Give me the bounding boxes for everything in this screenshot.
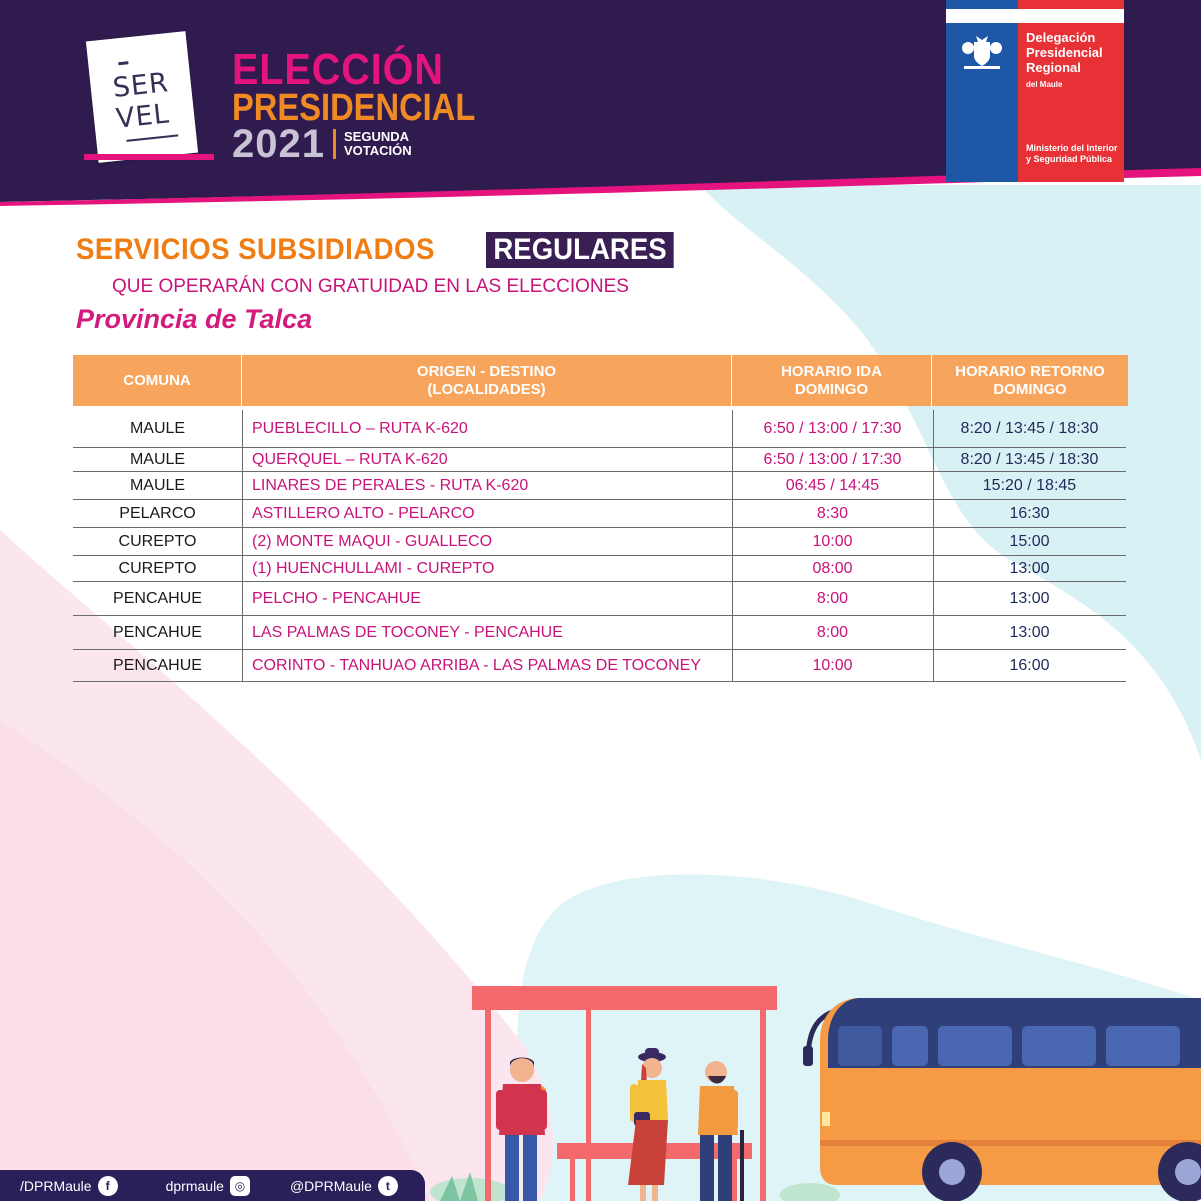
election-round: SEGUNDA VOTACIÓN [343, 129, 412, 158]
bus-wheel-hub [1175, 1159, 1201, 1185]
logo-bar [84, 154, 214, 160]
gov-ministry: Ministerio del Interior y Seguridad Pública [1026, 143, 1118, 164]
cell-ida: 6:50 / 13:00 / 17:30 [763, 450, 902, 468]
cell-comuna: MAULE [129, 450, 186, 468]
header-origen-label: ORIGEN - DESTINO (LOCALIDADES) [416, 362, 557, 398]
instagram-link[interactable] [166, 1176, 250, 1196]
election-year: 2021 [232, 122, 325, 166]
cell-retorno: 16:00 [1009, 656, 1050, 674]
cell-ida: 06:45 / 14:45 [785, 476, 880, 494]
column-divider [242, 410, 243, 682]
cell-origen: LAS PALMAS DE TOCONEY - PENCAHUE [252, 623, 563, 641]
cell-retorno: 13:00 [1009, 623, 1050, 641]
bus-window [892, 1026, 928, 1066]
cell-retorno: 13:00 [1009, 559, 1050, 577]
facebook-icon: f [98, 1176, 118, 1196]
heading-part-1: SERVICIOS SUBSIDIADOS [76, 233, 435, 266]
cell-ida: 08:00 [812, 559, 853, 577]
ballot-card [86, 31, 198, 163]
twitter-handle: @DPRMaule [289, 1177, 372, 1194]
shelter-post [485, 1010, 491, 1201]
person-legs [523, 1135, 537, 1201]
column-divider [732, 410, 733, 682]
cell-retorno: 16:30 [1009, 504, 1050, 522]
instagram-handle: dprmaule [165, 1177, 224, 1194]
cell-origen: PELCHO - PENCAHUE [252, 589, 421, 607]
cell-ida: 10:00 [812, 656, 853, 674]
cell-comuna: CUREPTO [118, 559, 197, 577]
heading-part-2: REGULARES [486, 232, 674, 268]
instagram-icon: ◎ [230, 1176, 250, 1196]
cell-origen: PUEBLECILLO – RUTA K-620 [252, 419, 468, 437]
person-legs [700, 1135, 714, 1201]
person-head [510, 1058, 534, 1082]
bus-light [822, 1112, 830, 1126]
province-title: Provincia de Talca [76, 304, 313, 334]
person-arm [538, 1090, 547, 1130]
shelter-post [586, 1010, 591, 1201]
twitter-link[interactable] [290, 1176, 398, 1196]
person-arm [730, 1090, 738, 1130]
subheading: QUE OPERARÁN CON GRATUIDAD EN LAS ELECCIONES [112, 276, 629, 297]
bench-leg [732, 1159, 737, 1201]
cell-ida: 6:50 / 13:00 / 17:30 [763, 419, 902, 437]
cell-origen: LINARES DE PERALES - RUTA K-620 [252, 476, 529, 494]
government-logo [946, 0, 1124, 182]
facebook-handle: /DPRMaule [20, 1177, 92, 1194]
table-row [73, 528, 1126, 556]
election-line-1: ELECCIÓN [232, 45, 444, 94]
bus-stripe [820, 1140, 1201, 1146]
bus-window [838, 1026, 882, 1066]
cell-comuna: PELARCO [119, 504, 196, 522]
shelter-roof [472, 986, 777, 1010]
cell-retorno: 13:00 [1009, 589, 1050, 607]
cell-ida: 8:00 [816, 623, 849, 641]
table-row [73, 410, 1126, 448]
table-row [73, 448, 1126, 472]
bus-wheel-hub [939, 1159, 965, 1185]
cell-retorno: 15:20 / 18:45 [982, 476, 1077, 494]
servel-logo-text: SER VEL [111, 67, 172, 135]
table-row [73, 556, 1126, 582]
cell-origen: CORINTO - TANHUAO ARRIBA - LAS PALMAS DE TOCONEY [252, 656, 701, 674]
table-header [73, 355, 1128, 406]
gov-name: Delegación Presidencial Regional [1026, 30, 1103, 75]
cell-ida: 10:00 [812, 532, 853, 550]
header-horario-retorno [931, 355, 1128, 406]
divider [333, 129, 336, 159]
bus-window [1106, 1026, 1180, 1066]
cell-retorno: 8:20 / 13:45 / 18:30 [960, 419, 1099, 437]
cell-comuna: PENCAHUE [113, 656, 202, 674]
person-legs [505, 1135, 519, 1201]
table-row [73, 650, 1126, 682]
election-title [232, 45, 476, 166]
header-ida-label: HORARIO IDA DOMINGO [781, 362, 882, 398]
cell-ida: 8:30 [816, 504, 849, 522]
election-line-2: PRESIDENCIAL [232, 87, 476, 129]
logo-underline [126, 134, 178, 141]
cell-comuna: CUREPTO [118, 532, 197, 550]
cell-origen: ASTILLERO ALTO - PELARCO [252, 504, 475, 522]
main-heading [76, 232, 690, 268]
bus-window [1022, 1026, 1096, 1066]
person-legs [640, 1185, 646, 1201]
coat-of-arms-icon [956, 32, 1008, 74]
flag-blue-strip [946, 0, 1018, 9]
servel-logo [88, 30, 214, 164]
person-arm [496, 1090, 505, 1130]
bench-leg [570, 1159, 575, 1201]
logo-mark [118, 61, 128, 65]
cell-comuna: MAULE [129, 476, 186, 494]
table-row [73, 472, 1126, 500]
cell-comuna: MAULE [129, 419, 186, 437]
header-horario-ida [731, 355, 931, 406]
gov-region: del Maule [1026, 80, 1063, 89]
cell-ida: 8:00 [816, 589, 849, 607]
person-cane [740, 1130, 744, 1201]
cell-comuna: PENCAHUE [113, 623, 202, 641]
social-bar [0, 1170, 425, 1201]
cell-origen: (1) HUENCHULLAMI - CUREPTO [252, 559, 495, 577]
person-legs [718, 1135, 732, 1201]
twitter-icon: t [378, 1176, 398, 1196]
cell-retorno: 8:20 / 13:45 / 18:30 [960, 450, 1099, 468]
table-row [73, 582, 1126, 616]
shelter-post [760, 1010, 766, 1201]
cell-origen: (2) MONTE MAQUI - GUALLECO [252, 532, 493, 550]
header-origen-destino [241, 355, 731, 406]
cell-retorno: 15:00 [1009, 532, 1050, 550]
facebook-link[interactable] [20, 1176, 118, 1196]
bus-window [938, 1026, 1012, 1066]
cell-comuna: PENCAHUE [113, 589, 202, 607]
person-legs [652, 1185, 658, 1201]
table-row [73, 616, 1126, 650]
header-retorno-label: HORARIO RETORNO DOMINGO [955, 362, 1105, 398]
bus-mirror [803, 1046, 813, 1066]
table-row [73, 500, 1126, 528]
cell-origen: QUERQUEL – RUTA K-620 [252, 450, 448, 468]
person-hat [645, 1048, 659, 1058]
column-divider [933, 410, 934, 682]
header-comuna: COMUNA [123, 371, 191, 389]
flag-red-strip [1018, 0, 1124, 9]
election-line-3 [232, 122, 452, 166]
